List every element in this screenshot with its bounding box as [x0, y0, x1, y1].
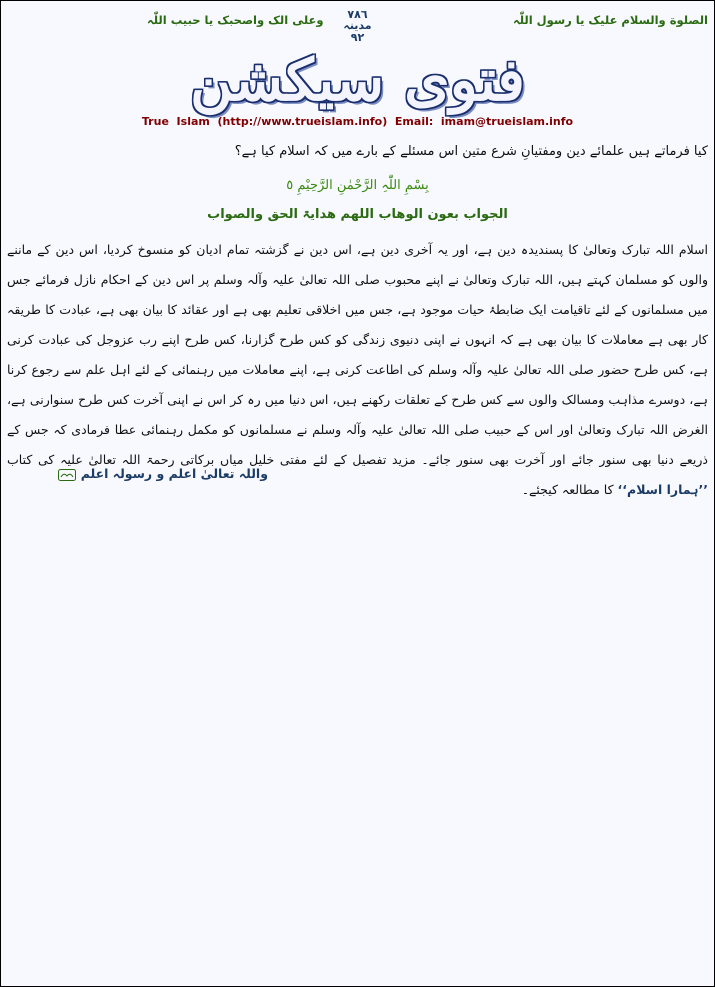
answer-body-end: کا مطالعہ کیجئے۔	[521, 482, 618, 497]
answer-body	[7, 235, 708, 505]
madina-label: مدینہ	[343, 19, 372, 32]
madina-number: ۹۲	[350, 31, 365, 44]
answer-heading: الجواب بعون الوھاب اللھم ھدایۃ الحق والصواب	[207, 207, 508, 222]
closing-text: واللہ تعالیٰ اعلم و رسولہ اعلم	[80, 466, 268, 481]
closing-line	[56, 466, 268, 481]
salutation-right: الصلوة والسلام علیک یا رسول اللّٰہ	[512, 13, 708, 27]
book-title: ’’ہمارا اسلام‘‘	[617, 482, 708, 497]
fatwa-number: ۷۸٦	[347, 8, 368, 21]
page-title: فتوی سیکشن	[190, 46, 525, 114]
question-text: کیا فرماتے ہیں علمائے دین ومفتیانِ شرع متین اس مسئلے کے بارے میں کہ اسلام کیا ہے؟	[234, 144, 708, 159]
salutation-seal-icon	[58, 469, 76, 481]
answer-body-text: اسلام اللہ تبارک وتعالیٰ کا پسندیدہ دین ہے، اور یہ آخری دین ہے، اس دین نے گزشتہ تمام ادیان کو منسوخ کردیا، اس دین کے ماننے والوں کو مسلمان کہتے ہیں، اللہ تبارک وتعالیٰ نے اپنے محبوب صلی اللہ تعالیٰ علیہ وآلہ وسلم پر اس دین کے احکام نازل فرمائے جس میں مسلمانوں کے لئے تاقیامت ایک ضابطۂ حیات موجود ہے، جس میں اخلاقی تعلیم بھی ہے اور عقائد کا بیان بھی ہے، عبادت کا طریقہ کار بھی ہے معاملات کا بیان بھی ہے کہ انہوں نے اپنی دنیوی زندگی کو کس طرح گزارنا، کس طرح اپنے رب عزوجل کی عبادت کرنی ہے، کس طرح حضور صلی اللہ تعالیٰ علیہ وآلہ وسلم کی اطاعت کرنی ہے، اپنے معاملات میں رہنمائی کے لئے اہل علم سے رجوع کرنا ہے، دوسرے مذاہب ومسالک والوں سے کس طرح کے تعلقات رکھنے ہیں، اس دنیا میں رہ کر اس نے اپنی آخرت کس طرح سنوارنی ہے، الغرض اللہ تبارک وتعالیٰ اور اس کے حبیب صلی اللہ تعالیٰ علیہ وآلہ وسلم نے مسلمانوں کو مکمل رہنمائی عطا فرمادی کہ جس کے ذریعے دنیا بھی سنور جائے اور آخرت بھی سنور جائے۔ مزید تفصیل کے لئے مفتی خلیل میاں برکاتی رحمۃ اللہ تعالیٰ علیہ کی کتاب	[7, 242, 708, 467]
bismillah: بِسْمِ اللّٰہِ الرَّحْمٰنِ الرَّحِیْمِ ٥	[286, 178, 429, 193]
salutation-left: وعلی الک واصحبک یا حبیب اللّٰہ	[147, 13, 324, 27]
site-info-line: True Islam (http://www.trueislam.info) Email: imam@trueislam.info	[141, 115, 574, 128]
